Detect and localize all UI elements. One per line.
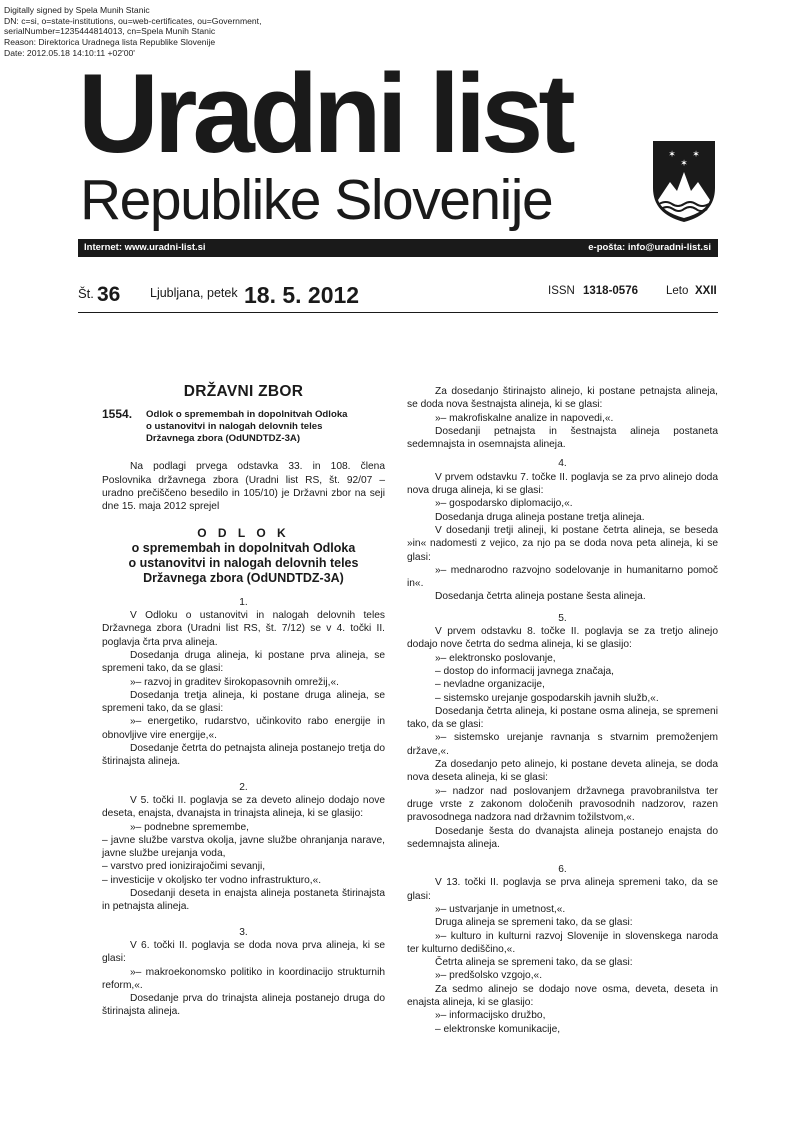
paragraph: V 6. točki II. poglavja se doda nova prva alineja, ki se glasi: (102, 939, 385, 965)
paragraph: »– makrofiskalne analize in napovedi,«. (435, 412, 614, 424)
svg-text:✶: ✶ (680, 159, 688, 169)
issue-number-label: Št. (78, 286, 94, 301)
issue-place: Ljubljana, petek (150, 286, 238, 300)
paragraph: Za dosedanjo peto alinejo, ki postane deveta alineja, se doda nova deseta alineja, ki se glasi: (407, 759, 718, 784)
issue-info (78, 280, 718, 313)
year-label: Leto (666, 285, 689, 297)
paragraph: – varstvo pred ionizirajočimi sevanji, (102, 861, 266, 873)
paragraph: Dosedanje četrta do petnajsta alineja postanejo tretja do štirinajsta alineja. (102, 743, 385, 768)
paragraph: »– elektronsko poslovanje, (435, 652, 556, 664)
paragraph: V dosedanji tretji alineji, ki postane četrta alineja, se beseda »in« nadomesti z vejico, za njo pa se doda nova peta alineja, ki se glasi: (407, 524, 718, 563)
paragraph: V 13. točki II. poglavja se prva alineja spremeni tako, da se glasi: (407, 877, 718, 902)
paragraph: »– nadzor nad poslovanjem državnega pravobranilstva ter druge vrste z zakonom določenih pravosodnih nadzorov, razen pravosodnega nadzora nad državnim tožilstvom,«. (407, 785, 718, 824)
decree-heading: O D L O K (197, 526, 290, 541)
act-title-line: o ustanovitvi in nalogah delovnih teles (146, 421, 323, 433)
paragraph: – dostop do informacij javnega značaja, (435, 665, 614, 677)
signature-line: Reason: Direktorica Uradnega lista Republike Slovenije (4, 37, 216, 48)
decree-subtitle-line: o ustanovitvi in nalogah delovnih teles (128, 555, 359, 570)
paragraph: Za sedmo alinejo se dodajo nove osma, deveta, deseta in enajsta alineja, ki se glasijo: (407, 983, 718, 1009)
signature-line: Digitally signed by Spela Munih Stanic (4, 5, 150, 15)
article-number: 5. (558, 612, 567, 624)
paragraph: – nevladne organizacije, (435, 679, 545, 691)
masthead-subtitle: Republike Slovenije (80, 168, 553, 232)
email-link[interactable]: e-pošta: info@uradni-list.si (588, 242, 711, 253)
paragraph: – investicije v okoljsko ter vodno infrastrukturo,«. (102, 874, 322, 886)
signature-line: serialNumber=1235444814013, cn=Spela Munih Stanic (4, 26, 216, 37)
coat-of-arms-icon (650, 138, 718, 224)
paragraph: V prvem odstavku 7. točke II. poglavja se za prvo alinejo doda nova druga alineja, ki se glasi: (407, 471, 718, 497)
paragraph: Dosedanja druga alineja, ki postane prva alineja, se spremeni tako, da se glasi: (102, 649, 385, 675)
right-column (407, 385, 718, 1036)
paragraph: Dosedanja četrta alineja, ki postane osma alineja, se spremeni tako, da se glasi: (407, 705, 718, 731)
signature-line: DN: c=si, o=state-institutions, ou=web-certificates, ou=Government, (4, 15, 262, 26)
paragraph: V prvem odstavku 8. točke II. poglavja se za tretjo alinejo dodajo nove četrta do sedma alineja, ki se glasijo: (407, 626, 718, 651)
issue-date: 18. 5. 2012 (244, 282, 360, 308)
year-roman: XXII (695, 285, 717, 297)
paragraph: »– razvoj in graditev širokopasovnih omrežij,«. (130, 676, 339, 688)
article-number: 4. (558, 458, 567, 470)
paragraph: »– sistemsko urejanje ravnanja s stvarnim premoženjem države,«. (407, 732, 718, 757)
paragraph: Dosedanje prva do trinajsta alineja postanejo druga do štirinajsta alineja. (102, 993, 385, 1018)
preamble: Na podlagi prvega odstavka 33. in 108. člena Poslovnika državnega zbora (Uradni list RS, št. 92/07 – uradno prečiščeno besedilo in 105/10) je Državni zbor na seji dne 15. maja 2012 sprejel (102, 461, 385, 513)
paragraph: Četrta alineja se spremeni tako, da se glasi: (435, 957, 633, 969)
decree-subtitle (102, 541, 385, 586)
paragraph: »– podnebne spremembe, (130, 821, 249, 833)
paragraph: »– predšolsko vzgojo,«. (435, 970, 543, 982)
act-header (102, 408, 385, 448)
paragraph: »– mednarodno razvojno sodelovanje in humanitarno pomoč in«. (407, 564, 718, 590)
article-number: 6. (558, 864, 567, 876)
paragraph: »– informacijsko družbo, (435, 1010, 546, 1022)
left-column (102, 385, 385, 1019)
article-number: 3. (239, 926, 248, 938)
issn-label: ISSN (548, 285, 575, 297)
paragraph: »– kulturo in kulturni razvoj Slovenije in slovenskega naroda ter kulturno dediščino,«. (407, 930, 718, 955)
act-title (146, 408, 385, 445)
masthead-title: Uradni list (78, 51, 571, 176)
signature-line: Date: 2012.05.18 14:10:11 +02'00' (4, 47, 135, 58)
decree-subtitle-line: Državnega zbora (OdUNDTDZ-3A) (143, 570, 344, 585)
act-title-line: Odlok o spremembah in dopolnitvah Odloka (146, 409, 348, 421)
act-title-line: Državnega zbora (OdUNDTDZ-3A) (146, 433, 301, 445)
paragraph: Dosedanja tretja alineja, ki postane druga alineja, se spremeni tako, da se glasi: (102, 689, 385, 715)
paragraph: Druga alineja se spremeni tako, da se glasi: (435, 917, 633, 929)
article-number: 2. (239, 781, 248, 793)
issn-number: 1318-0576 (583, 285, 638, 297)
paragraph: Za dosedanjo štirinajsto alinejo, ki postane petnajsta alineja, se doda nova šestnajsta alineja, ki se glasi: (407, 386, 718, 411)
paragraph: »– makroekonomsko politiko in koordinacijo strukturnih reform,«. (102, 966, 385, 991)
paragraph: V 5. točki II. poglavja se za deveto alinejo dodajo nove deseta, enajsta, dvanajsta in trinajsta alineja, ki se glasijo: (102, 794, 385, 820)
paragraph: – javne službe varstva okolja, javne službe ohranjanja narave, javne službe urejanja voda, (102, 834, 385, 860)
paragraph: – elektronske komunikacije, (435, 1023, 561, 1035)
svg-text:✶: ✶ (692, 150, 700, 160)
website-link[interactable]: Internet: www.uradni-list.si (84, 242, 206, 253)
svg-text:✶: ✶ (668, 150, 676, 160)
decree-subtitle-line: o spremembah in dopolnitvah Odloka (131, 540, 356, 555)
article-number: 1. (239, 596, 248, 608)
paragraph: »– ustvarjanje in umetnost,«. (435, 903, 566, 915)
paragraph: Dosedanja četrta alineja postane šesta alineja. (435, 591, 646, 603)
contact-bar (78, 239, 718, 257)
paragraph: Dosedanje šesta do dvanajsta alineja postanejo enajsta do sedemnajsta alineja. (407, 825, 718, 850)
paragraph: Dosedanji petnajsta in šestnajsta alineja postaneta sedemnajsta in osemnajsta alineja. (407, 425, 718, 451)
act-number: 1554. (102, 407, 133, 422)
paragraph: Dosedanji deseta in enajsta alineja postaneta štirinajsta in petnajsta alineja. (102, 888, 385, 913)
paragraph: – sistemsko urejanje gospodarskih javnih služb,«. (435, 692, 659, 704)
paragraph: Dosedanja druga alineja postane tretja alineja. (435, 511, 645, 523)
issue-number: 36 (97, 283, 121, 306)
paragraph: V Odloku o ustanovitvi in nalogah delovnih teles Državnega zbora (Uradni list RS, št. 7/12) se v 4. točki II. poglavja črta prva alineja. (102, 610, 385, 648)
paragraph: »– energetiko, rudarstvo, učinkovito rabo energije in obnovljive vire energije,«. (102, 716, 385, 741)
section-heading: DRŽAVNI ZBOR (183, 383, 304, 400)
paragraph: »– gospodarsko diplomacijo,«. (435, 498, 573, 510)
